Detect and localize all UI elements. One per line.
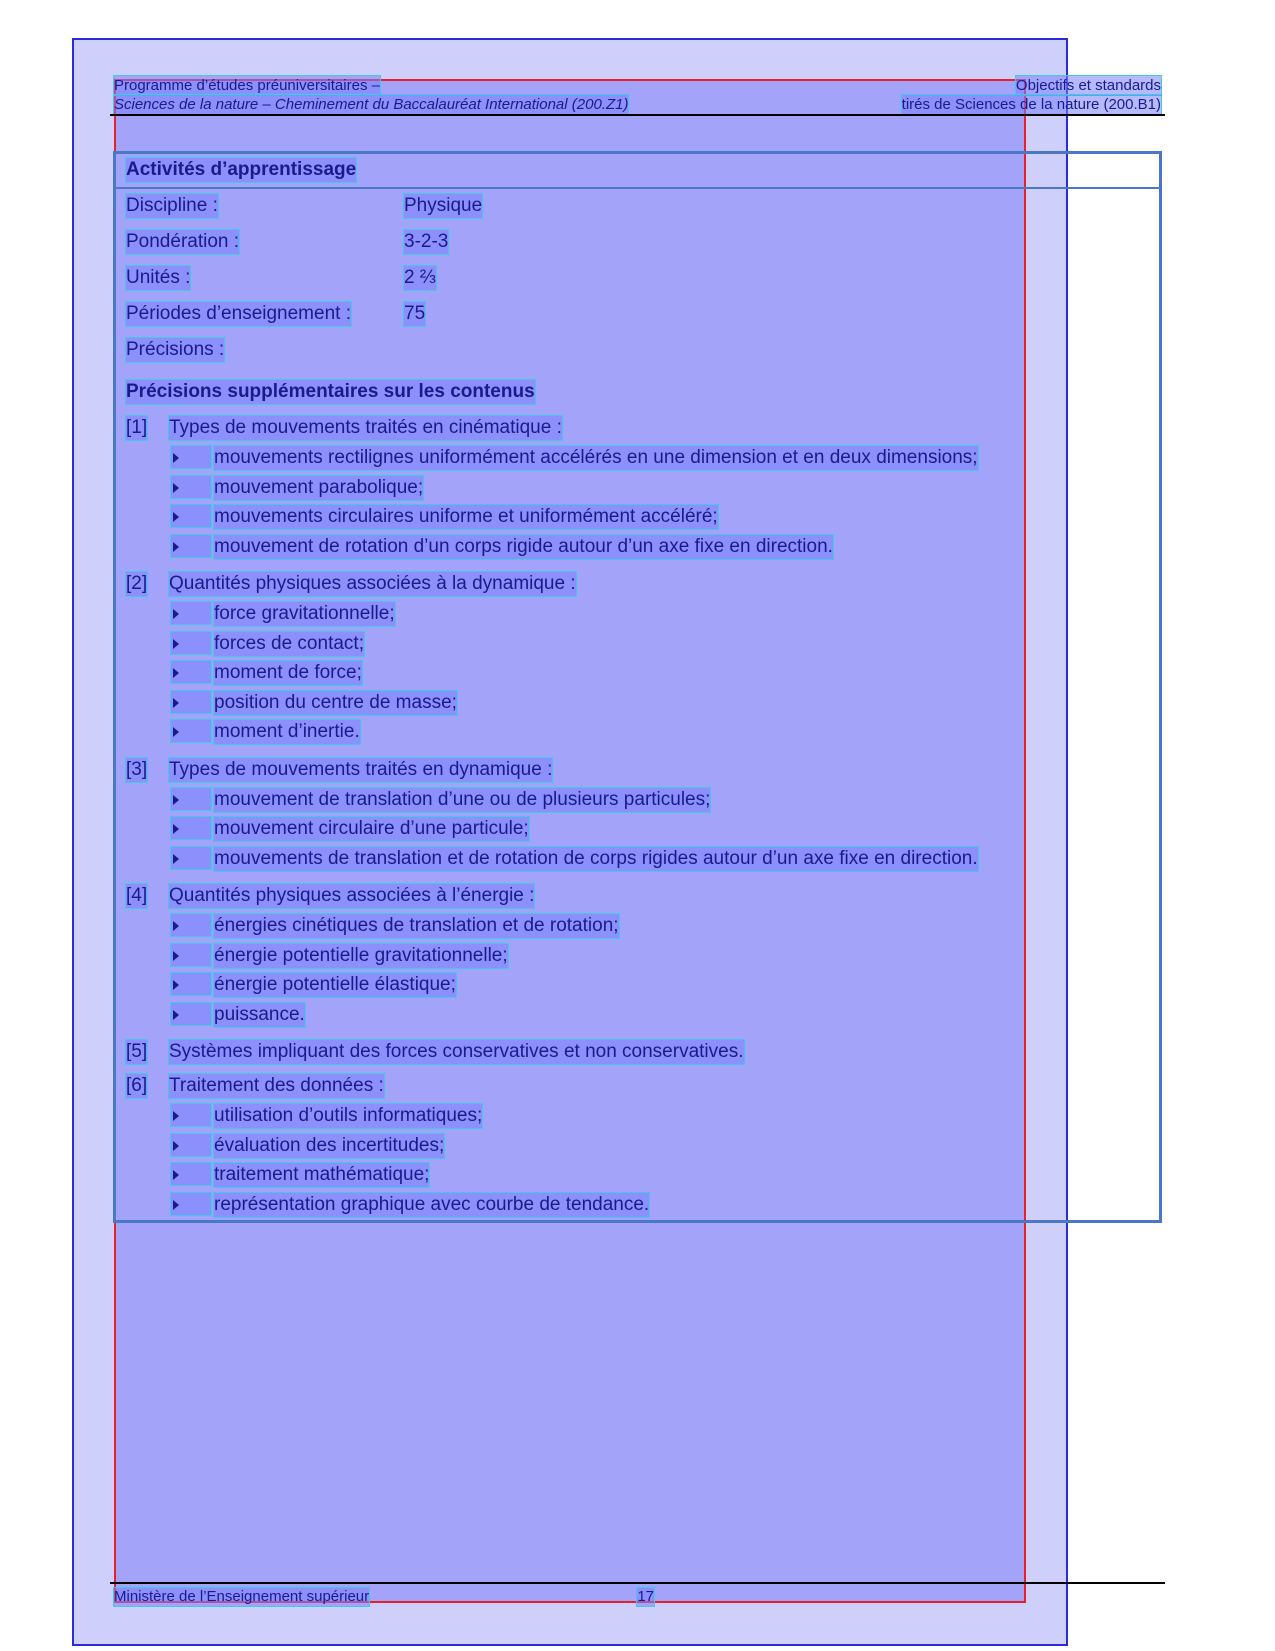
bullet-list — [126, 602, 1056, 750]
item-text: Types de mouvements traités en dynamique : — [169, 758, 553, 780]
bullet-text: représentation graphique avec courbe de tendance. — [214, 1193, 650, 1215]
fields-list — [126, 194, 1056, 374]
bullet-arrow-icon — [171, 720, 211, 742]
content-items — [126, 416, 1056, 1222]
header-rule — [110, 114, 1165, 116]
bullet-item — [126, 691, 1056, 721]
bullet-item — [126, 817, 1056, 847]
bullet-text: énergie potentielle élastique; — [214, 974, 456, 995]
field-row — [126, 194, 1056, 230]
bullet-text: mouvement parabolique; — [214, 476, 424, 498]
bullet-arrow-icon — [171, 817, 211, 839]
content-item — [126, 884, 1056, 1032]
content-item — [126, 758, 1056, 877]
bullet-arrow-icon — [171, 661, 211, 683]
bullet-item — [126, 847, 1056, 877]
bullet-text: mouvements rectilignes uniformément accélérés en une dimension et en deux dimensions; — [214, 447, 978, 468]
bullet-arrow-icon — [171, 632, 211, 654]
bullet-item — [126, 446, 1056, 476]
field-label: Périodes d’enseignement : — [126, 303, 351, 324]
bullet-list — [126, 914, 1056, 1032]
footer — [114, 1588, 654, 1606]
bullet-text: utilisation d’outils informatiques; — [214, 1105, 483, 1126]
bullet-arrow-icon — [171, 1003, 211, 1025]
box-title: Activités d’apprentissage — [126, 159, 357, 180]
bullet-arrow-icon — [171, 1193, 211, 1215]
item-heading — [126, 758, 1056, 784]
bullet-arrow-icon — [171, 788, 211, 810]
item-number: [1] — [126, 417, 148, 438]
header-program-subtitle: Sciences de la nature – Cheminement du Baccalauréat International (200.Z1) — [114, 96, 629, 113]
bullet-text: mouvements de translation et de rotation de corps rigides autour d’un axe fixe en direction. — [214, 847, 978, 869]
bullet-item — [126, 1003, 1056, 1033]
bullet-item — [126, 1163, 1056, 1193]
item-number: [5] — [126, 1041, 148, 1062]
bullet-text: mouvements circulaires uniforme et uniformément accéléré; — [214, 506, 718, 527]
bullet-item — [126, 535, 1056, 565]
item-heading — [126, 416, 1056, 442]
bullet-arrow-icon — [171, 446, 211, 468]
field-value: 75 — [404, 303, 426, 324]
field-label: Discipline : — [126, 195, 218, 216]
header-program-title: Programme d’études préuniversitaires – — [114, 77, 380, 94]
bullet-arrow-icon — [171, 476, 211, 498]
bullet-arrow-icon — [171, 1134, 211, 1156]
bullet-text: force gravitationnelle; — [214, 603, 395, 624]
item-heading — [126, 1074, 1056, 1100]
page-number: 17 — [637, 1588, 654, 1605]
bullet-text: position du centre de masse; — [214, 691, 457, 713]
content-item — [126, 416, 1056, 564]
item-text: Types de mouvements traités en cinématique : — [169, 417, 562, 438]
field-row — [126, 266, 1056, 302]
bullet-text: énergies cinétiques de translation et de rotation; — [214, 915, 619, 936]
field-value: 2 ⅔ — [404, 267, 436, 288]
header-objectives-source: tirés de Sciences de la nature (200.B1) — [901, 96, 1161, 113]
bullet-item — [126, 720, 1056, 750]
subheading: Précisions supplémentaires sur les contenus — [126, 381, 535, 402]
bullet-arrow-icon — [171, 1163, 211, 1185]
item-number: [3] — [126, 758, 148, 780]
bullet-list — [126, 1104, 1056, 1222]
item-heading — [126, 572, 1056, 598]
bullet-text: mouvement de translation d’une ou de plusieurs particules; — [214, 788, 711, 810]
bullet-arrow-icon — [171, 914, 211, 936]
bullet-item — [126, 944, 1056, 974]
bullet-text: mouvement circulaire d’une particule; — [214, 818, 529, 839]
content-item — [126, 1074, 1056, 1222]
field-row — [126, 230, 1056, 266]
item-heading — [126, 1040, 1056, 1066]
header-right — [902, 76, 1161, 114]
item-text: Quantités physiques associées à la dynamique : — [169, 573, 576, 594]
field-row — [126, 338, 1056, 374]
bullet-list — [126, 788, 1056, 877]
activities-content — [126, 158, 1056, 1230]
footer-rule — [110, 1582, 1165, 1584]
bullet-text: moment de force; — [214, 662, 362, 683]
bullet-text: traitement mathématique; — [214, 1164, 430, 1185]
bullet-arrow-icon — [171, 944, 211, 966]
bullet-arrow-icon — [171, 1104, 211, 1126]
bullet-list — [126, 446, 1056, 564]
field-label: Précisions : — [126, 339, 225, 360]
bullet-item — [126, 973, 1056, 1003]
bullet-arrow-icon — [171, 973, 211, 995]
content-item — [126, 1040, 1056, 1066]
footer-ministry: Ministère de l’Enseignement supérieur — [114, 1588, 370, 1605]
bullet-text: forces de contact; — [214, 632, 364, 654]
bullet-item — [126, 1104, 1056, 1134]
bullet-arrow-icon — [171, 505, 211, 527]
bullet-arrow-icon — [171, 602, 211, 624]
bullet-item — [126, 602, 1056, 632]
content-item — [126, 572, 1056, 750]
field-value: 3-2-3 — [404, 231, 449, 252]
header-left — [114, 76, 628, 114]
item-number: [2] — [126, 573, 148, 594]
item-text: Traitement des données : — [169, 1075, 384, 1096]
item-heading — [126, 884, 1056, 910]
field-label: Pondération : — [126, 231, 240, 252]
item-number: [6] — [126, 1075, 148, 1096]
bullet-arrow-icon — [171, 535, 211, 557]
item-text: Quantités physiques associées à l’énergie : — [169, 885, 535, 906]
bullet-text: mouvement de rotation d’un corps rigide autour d’un axe fixe en direction. — [214, 535, 833, 557]
field-value: Physique — [404, 195, 483, 216]
bullet-item — [126, 914, 1056, 944]
field-row — [126, 302, 1056, 338]
bullet-item — [126, 661, 1056, 691]
bullet-item — [126, 788, 1056, 818]
bullet-text: puissance. — [214, 1003, 305, 1025]
bullet-item — [126, 476, 1056, 506]
bullet-item — [126, 1134, 1056, 1164]
item-text: Systèmes impliquant des forces conservatives et non conservatives. — [169, 1041, 744, 1062]
bullet-text: énergie potentielle gravitationnelle; — [214, 944, 508, 966]
bullet-text: évaluation des incertitudes; — [214, 1134, 445, 1156]
field-label: Unités : — [126, 267, 191, 288]
bullet-item — [126, 505, 1056, 535]
bullet-text: moment d’inertie. — [214, 721, 360, 742]
item-number: [4] — [126, 885, 148, 906]
bullet-item — [126, 1193, 1056, 1223]
header-objectives-title: Objectifs et standards — [1015, 77, 1161, 94]
bullet-item — [126, 632, 1056, 662]
bullet-arrow-icon — [171, 691, 211, 713]
bullet-arrow-icon — [171, 847, 211, 869]
